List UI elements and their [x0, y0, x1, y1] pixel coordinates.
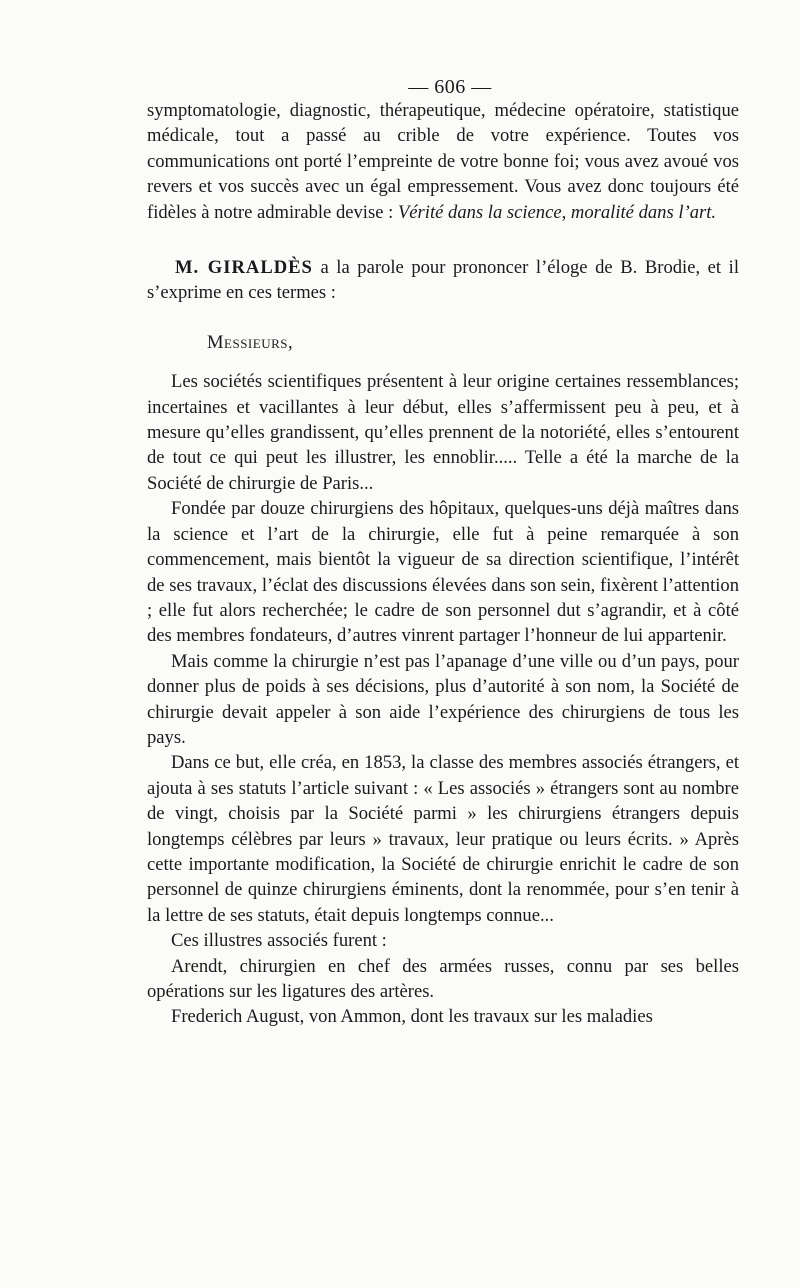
opening-paragraph	[147, 98, 739, 225]
salutation: Messieurs,	[207, 331, 294, 353]
speaker-text: a la parole pour prononcer l’éloge de B. Brodie, et il s’exprime en ces termes :	[147, 257, 739, 304]
opening-paragraph-text: symptomatologie, diagnostic, thérapeutique, médecine opératoire, statistique médicale, tout a passé au crible de votre expérience. Toutes vos communications ont porté l’empreinte de votre bonne foi; vous avez avoué vos revers et vos succès avec un égal empressement. Vous avez donc toujours été fidèles à notre admirable devise :	[147, 100, 739, 223]
body-paragraph: Arendt, chirurgien en chef des armées russes, connu par ses belles opérations sur les ligatures des artères.	[147, 955, 739, 1002]
body-paragraph: Mais comme la chirurgie n’est pas l’apanage d’une ville ou d’un pays, pour donner plus de poids à ses décisions, plus d’autorité à son nom, la Société de chirurgie devait appeler à son aide l’expérience des chirurgiens de tous les pays.	[147, 650, 739, 748]
speaker-name: M. GIRALDÈS	[175, 257, 313, 279]
body-paragraph: Ces illustres associés furent :	[171, 930, 387, 952]
page-number: — 606 —	[408, 76, 492, 98]
text-body	[147, 98, 739, 1030]
body-paragraph: Dans ce but, elle créa, en 1853, la classe des membres associés étrangers, et ajouta à ses statuts l’article suivant : « Les associés » étrangers sont au nombre de vingt, choisis par la Société parmi » les chirurgiens étrangers depuis longtemps célèbres par leurs » travaux, leur pratique ou leurs écrits. » Après cette importante modification, la Société de chirurgie enrichit le cadre de son personnel de quinze chirurgiens éminents, dont la renommée, pour s’en tenir à la lettre de ses statuts, était depuis longtemps connue...	[147, 752, 739, 926]
body-paragraph: Frederich August, von Ammon, dont les travaux sur les maladies	[171, 1006, 653, 1028]
speaker-paragraph	[147, 255, 739, 306]
body-paragraph: Les sociétés scientifiques présentent à leur origine certaines ressemblances; incertaines et vacillantes à leur début, elles s’affermissent peu à peu, et à mesure qu’elles grandissent, qu’elles prennent de la notoriété, elles s’entourent de tout ce qui peut les illustrer, les ennoblir..... Telle a été la marche de la Société de chirurgie de Paris...	[147, 371, 739, 494]
motto: Vérité dans la science, moralité dans l’art.	[397, 201, 717, 223]
body-paragraph: Fondée par douze chirurgiens des hôpitaux, quelques-uns déjà maîtres dans la science et l’art de la chirurgie, elle fut à peine remarquée à son commencement, mais bientôt la vigueur de sa direction scientifique, l’intérêt de ses travaux, l’éclat des discussions élevées dans son sein, fixèrent l’attention ; elle fut alors recherchée; le cadre de son personnel dut s’agrandir, et à côté des membres fondateurs, d’autres vinrent partager l’honneur de lui appartenir.	[147, 498, 739, 647]
